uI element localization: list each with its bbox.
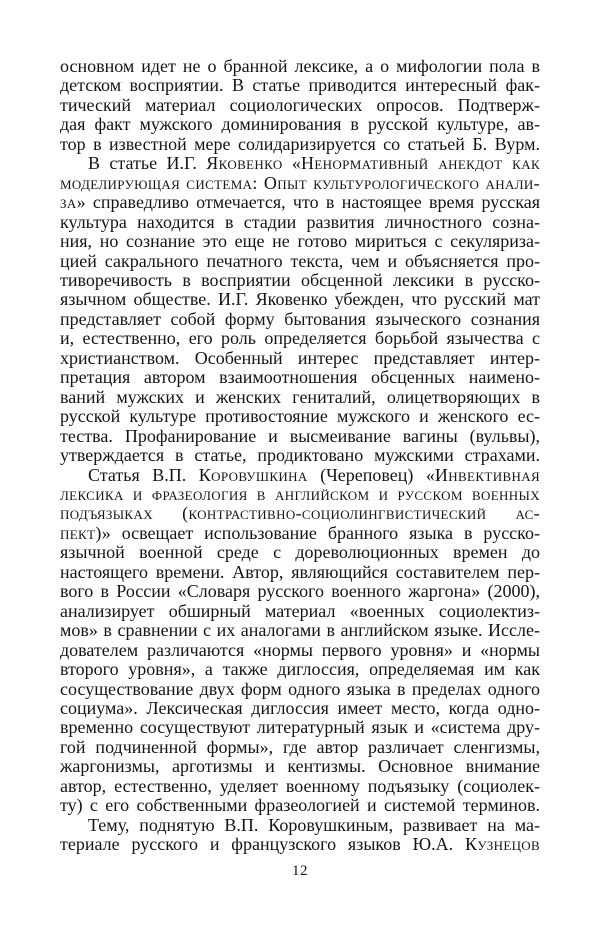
text-line	[60, 680, 540, 699]
small-caps-run: лексика и фразеология в английском и русском военных	[60, 483, 540, 504]
text-line	[60, 252, 540, 271]
text-line	[60, 174, 540, 193]
text-run: претация автором взаимоотношения обсценных наимено-	[60, 367, 540, 388]
text-run: и, естественно, его роль определяется борьбой язычества с	[60, 328, 540, 349]
text-line	[60, 816, 540, 835]
text-line	[60, 232, 540, 251]
text-line	[60, 310, 540, 329]
text-run: тический материал социологических опросов. Подтверж-	[60, 94, 540, 115]
text-line	[60, 699, 540, 718]
text-line	[60, 290, 540, 309]
text-run: утверждается в статье, продиктовано мужскими страхами.	[60, 445, 540, 466]
text-run: детском восприятии. В статье приводится интересный фак-	[60, 75, 540, 96]
text-run: анализирует обширный материал «военных социолектиз-	[60, 600, 540, 621]
text-line	[60, 388, 540, 407]
text-run: дователем различаются «нормы первого уровня» и «нормы	[60, 639, 540, 660]
text-run: Статья В.П.	[88, 464, 199, 485]
text-run: В статье И.Г.	[88, 153, 207, 174]
text-line	[60, 621, 540, 640]
text-line	[60, 407, 540, 426]
paragraph	[60, 57, 540, 154]
text-line	[60, 466, 540, 485]
text-line	[60, 757, 540, 776]
text-run: вого в России «Словаря русского военного жаргона» (2000),	[60, 581, 540, 602]
paragraph	[60, 816, 540, 855]
text-run: социума». Лексическая диглоссия имеет место, когда одно-	[60, 697, 540, 718]
text-run: дая факт мужского доминирования в русской культуре, ав-	[60, 114, 540, 135]
text-run: автор, естественно, уделяет военному подъязыку (социолек-	[60, 775, 540, 796]
text-run: ния, но сознание это еще не готово мириться с секуляриза-	[60, 231, 540, 252]
text-run: тор в известной мере солидаризируется со статьей Б. Вурм.	[60, 133, 540, 154]
small-caps-run: моделирующая система: Опыт культурологического анали-	[60, 172, 540, 193]
text-line	[60, 563, 540, 582]
text-run: мов» в сравнении с их аналогами в английском языке. Иссле-	[60, 620, 540, 641]
text-line	[60, 368, 540, 387]
text-line	[60, 57, 540, 76]
small-caps-run: Инвективная	[434, 464, 540, 485]
text-line	[60, 485, 540, 504]
text-run: гой подчиненной формы», где автор различает сленгизмы,	[60, 736, 540, 757]
text-line	[60, 446, 540, 465]
text-line	[60, 329, 540, 348]
text-line	[60, 504, 540, 523]
text-run: » освещает использование бранного языка в русско-	[101, 522, 540, 543]
text-run: тиворечивость в восприятии обсценной лексики в русско-	[60, 269, 540, 290]
text-run: (Череповец) «	[307, 464, 435, 485]
text-line	[60, 641, 540, 660]
text-run: » справедливо отмечается, что в настоящее время русская	[76, 192, 540, 213]
text-run: временно сосуществуют литературный язык и «система дру-	[60, 717, 540, 738]
text-run: настоящего времени. Автор, являющийся составителем пер-	[60, 561, 540, 582]
page-number: 12	[292, 863, 308, 879]
paragraph	[60, 466, 540, 816]
text-line	[60, 738, 540, 757]
small-caps-run: Ненормативный анекдот как	[301, 153, 540, 174]
text-line	[60, 193, 540, 212]
text-run: русской культуре противостояние мужского и женского ес-	[60, 406, 540, 427]
text-line	[60, 543, 540, 562]
text-line	[60, 427, 540, 446]
text-line	[60, 524, 540, 543]
text-line	[60, 660, 540, 679]
text-run: Тему, поднятую В.П. Коровушкиным, развивает на ма-	[88, 814, 540, 835]
small-caps-run: Коровушкина	[198, 464, 308, 485]
text-run: основном идет не о бранной лексике, а о мифологии пола в	[60, 56, 540, 76]
paragraph	[60, 154, 540, 465]
text-run: териале русского и французского языков Ю.А.	[60, 834, 465, 855]
text-line	[60, 582, 540, 601]
text-line	[60, 154, 540, 173]
text-line	[60, 718, 540, 737]
text-run: язычной военной среде с дореволюционных времен до	[60, 542, 540, 563]
text-line	[60, 777, 540, 796]
text-run: христианством. Особенный интерес представляет интер-	[60, 347, 540, 368]
text-line	[60, 796, 540, 815]
text-block	[60, 57, 540, 855]
text-run: тества. Профанирование и высмеивание вагины (вульвы),	[60, 425, 540, 446]
text-line	[60, 76, 540, 95]
text-run: второго уровня», а также диглоссия, определяемая им как	[60, 659, 540, 680]
text-run: «	[282, 153, 302, 174]
text-run: ваний мужских и женских гениталий, олицетворяющих в	[60, 386, 540, 407]
small-caps-run: за	[60, 192, 77, 213]
text-line	[60, 115, 540, 134]
text-line	[60, 835, 540, 854]
text-run: язычном обществе. И.Г. Яковенко убежден, что русский мат	[60, 289, 540, 310]
text-run: цией сакрального печатного текста, чем и объясняется про-	[60, 250, 540, 271]
small-caps-run: подъязыках (контрастивно-социолингвистический ас-	[60, 503, 540, 524]
text-run: культура находится в стадии развития личностного созна-	[60, 211, 540, 232]
text-line	[60, 213, 540, 232]
text-line	[60, 135, 540, 154]
small-caps-run: Яковенко	[206, 153, 283, 174]
text-run: жаргонизмы, арготизмы и кентизмы. Основное внимание	[60, 756, 540, 777]
small-caps-run: пект)	[60, 522, 102, 543]
text-run: ту) с его собственными фразеологией и системой терминов.	[60, 795, 540, 816]
text-line	[60, 349, 540, 368]
text-line	[60, 602, 540, 621]
text-line	[60, 271, 540, 290]
text-line	[60, 96, 540, 115]
small-caps-run: Кузнецов	[464, 834, 540, 855]
text-run: сосуществование двух форм одного языка в пределах одного	[60, 678, 540, 699]
text-run: представляет собой форму бытования языческого сознания	[60, 308, 540, 329]
